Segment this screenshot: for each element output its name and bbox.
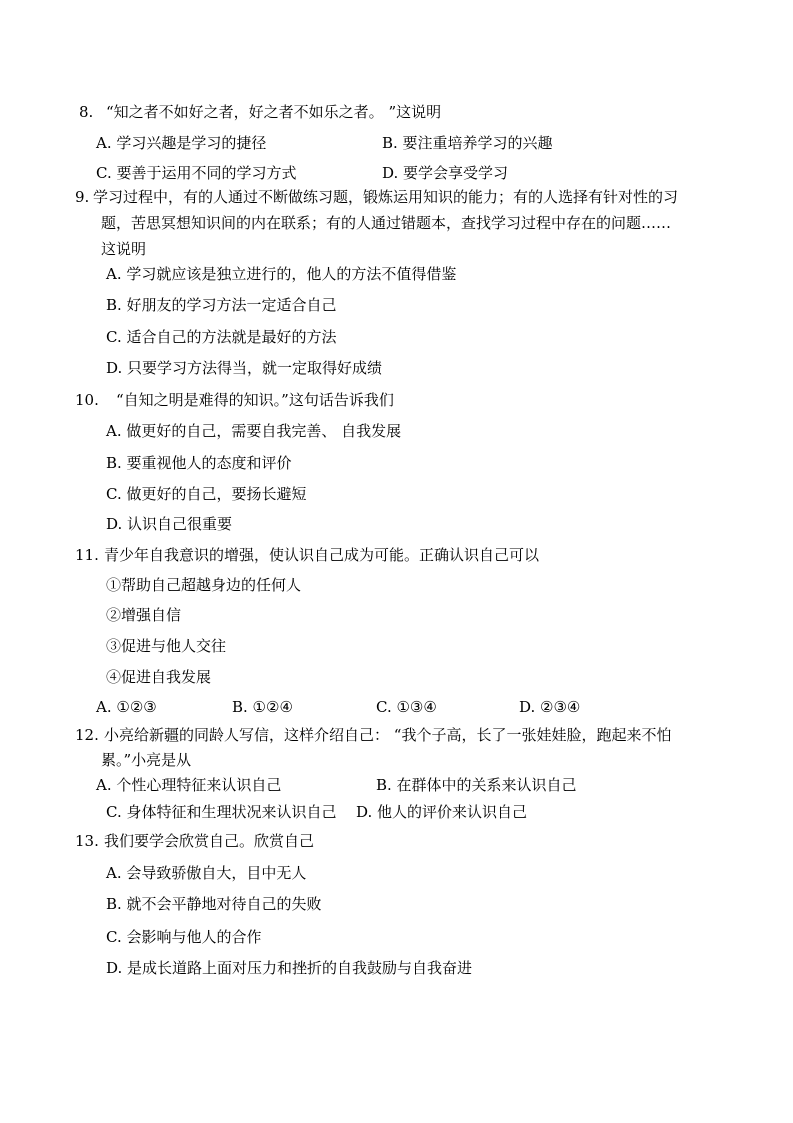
question-number: 8. [79,103,94,121]
question-stem-line-2: 累。”小亮是从 [101,751,192,769]
question-stem-line-2: 题，苦思冥想知识间的内在联系；有的人通过错题本，查找学习过程中存在的问题…… [101,214,672,232]
question-stem: “自知之明是难得的知识。”这句话告诉我们 [116,391,394,409]
option-a: A. 个性心理特征来认识自己 [96,776,282,794]
question-stem: 我们要学会欣赏自己。欣赏自己 [104,832,315,850]
option-c: C. 身体特征和生理状况来认识自己 [106,803,337,821]
option-c: C. 要善于运用不同的学习方式 [96,164,297,182]
question-number: 9. [75,188,90,206]
question-stem-line-1: 小亮给新疆的同龄人写信，这样介绍自己： “我个子高，长了一张娃娃脸，跑起来不怕 [104,726,672,744]
option-b: B. ①②④ [232,698,293,716]
statement-item: ①帮助自己超越身边的任何人 [106,576,302,594]
question-number: 13. [75,832,99,850]
question-stem: 青少年自我意识的增强，使认识自己成为可能。正确认识自己可以 [104,546,540,564]
question-stem-line-1: 学习过程中，有的人通过不断做练习题，锻炼运用知识的能力；有的人选择有针对性的习 [93,188,679,206]
question-stem: “知之者不如好之者，好之者不如乐之者。 ”这说明 [106,103,442,121]
statement-item: ④促进自我发展 [106,668,212,686]
option-b: B. 要注重培养学习的兴趣 [382,134,553,152]
option-d: D. 认识自己很重要 [106,515,233,533]
question-stem-line-3: 这说明 [101,240,147,258]
question-number: 12. [75,726,99,744]
option-d: D. 是成长道路上面对压力和挫折的自我鼓励与自我奋进 [106,959,473,977]
option-d: D. 他人的评价来认识自己 [356,803,528,821]
option-b: B. 在群体中的关系来认识自己 [376,776,577,794]
option-d: D. 只要学习方法得当，就一定取得好成绩 [106,359,383,377]
question-number: 10. [75,391,99,409]
option-d: D. 要学会享受学习 [382,164,509,182]
option-b: B. 好朋友的学习方法一定适合自己 [106,296,337,314]
option-c: C. 会影响与他人的合作 [106,928,262,946]
option-b: B. 要重视他人的态度和评价 [106,454,292,472]
statement-item: ③促进与他人交往 [106,637,227,655]
option-c: C. ①③④ [376,698,437,716]
option-c: C. 适合自己的方法就是最好的方法 [106,328,337,346]
option-a: A. 学习就应该是独立进行的，他人的方法不值得借鉴 [106,265,457,283]
option-a: A. 会导致骄傲自大，目中无人 [106,864,307,882]
option-d: D. ②③④ [519,698,581,716]
option-a: A. 做更好的自己，需要自我完善、 自我发展 [106,422,402,440]
statement-item: ②增强自信 [106,606,182,624]
option-c: C. 做更好的自己，要扬长避短 [106,485,307,503]
option-b: B. 就不会平静地对待自己的失败 [106,895,322,913]
option-a: A. 学习兴趣是学习的捷径 [96,134,267,152]
question-number: 11. [75,546,99,564]
option-a: A. ①②③ [96,698,157,716]
